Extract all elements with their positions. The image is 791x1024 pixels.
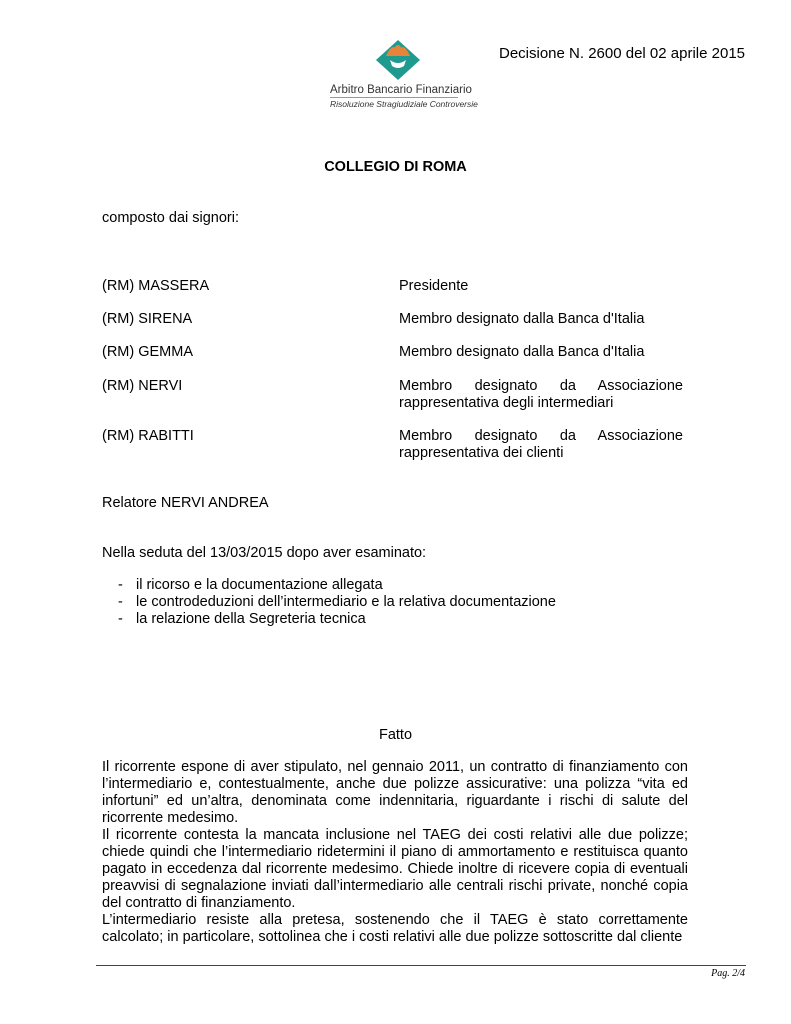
footer-divider [96,965,746,966]
seduta-intro: Nella seduta del 13/03/2015 dopo aver esaminato: [102,545,427,561]
paragraph: Il ricorrente espone di aver stipulato, nel gennaio 2011, un contratto di finanziamento con l’intermediario e, contestualmente, anche due polizze assicurative: una polizza “vita ed infortuni” ed un’altra, denominata come indennitaria, riguardante i rischi di salute del ricorrente medesimo. [102,759,688,826]
relatore: Relatore NERVI ANDREA [102,495,269,511]
member-role-line: rappresentativa degli intermediari [399,395,614,411]
paragraph: Il ricorrente contesta la mancata inclusione nel TAEG dei costi relativi alle due polizze; chiede quindi che l’intermediario ridetermini il piano di ammortamento e restituisca quanto pagato in eccedenza dal ricorrente medesimo. Chiede inoltre di ricevere copia di eventuali preavvisi di segnalazione inviati dall’intermediario alle centrali rischi private, nonché copia del contratto di finanziamento. [102,827,688,911]
member-name: (RM) MASSERA [102,278,210,294]
collegio-title: COLLEGIO DI ROMA [324,159,467,175]
composto-label: composto dai signori: [102,210,240,226]
decision-number: Decisione N. 2600 del 02 aprile 2015 [499,45,745,62]
member-role: Presidente [399,278,469,294]
member-role-line: Membro designato da Associazione [399,428,683,444]
member-role-line: rappresentativa dei clienti [399,445,564,461]
paragraph: L’intermediario resiste alla pretesa, sostenendo che il TAEG è stato correttamente calcolato; in particolare, sottolinea che i costi relativi alle due polizze sottoscritte dal cliente [102,912,688,945]
list-item: - le controdeduzioni dell’intermediario e la relativa documentazione [118,594,556,611]
fatto-body [102,759,688,946]
logo-subtitle: Risoluzione Stragiudiziale Controversie [330,99,478,109]
member-role [399,378,683,412]
page-number: Pag. 2/4 [711,968,745,979]
examined-items-list [118,577,556,628]
member-role: Membro designato dalla Banca d'Italia [399,311,645,327]
list-item: - la relazione della Segreteria tecnica [118,611,556,628]
abf-logo-icon [368,36,428,84]
section-title-fatto: Fatto [378,727,413,743]
member-role: Membro designato dalla Banca d'Italia [399,344,645,360]
logo-name: Arbitro Bancario Finanziario [330,84,472,96]
abf-logo [330,36,490,116]
member-role-line: Membro designato da Associazione [399,378,683,394]
list-item: - il ricorso e la documentazione allegata [118,577,556,594]
member-name: (RM) RABITTI [102,428,194,444]
member-name: (RM) GEMMA [102,344,194,360]
member-name: (RM) NERVI [102,378,183,394]
member-name: (RM) SIRENA [102,311,193,327]
member-role [399,428,683,462]
logo-divider [330,97,458,98]
